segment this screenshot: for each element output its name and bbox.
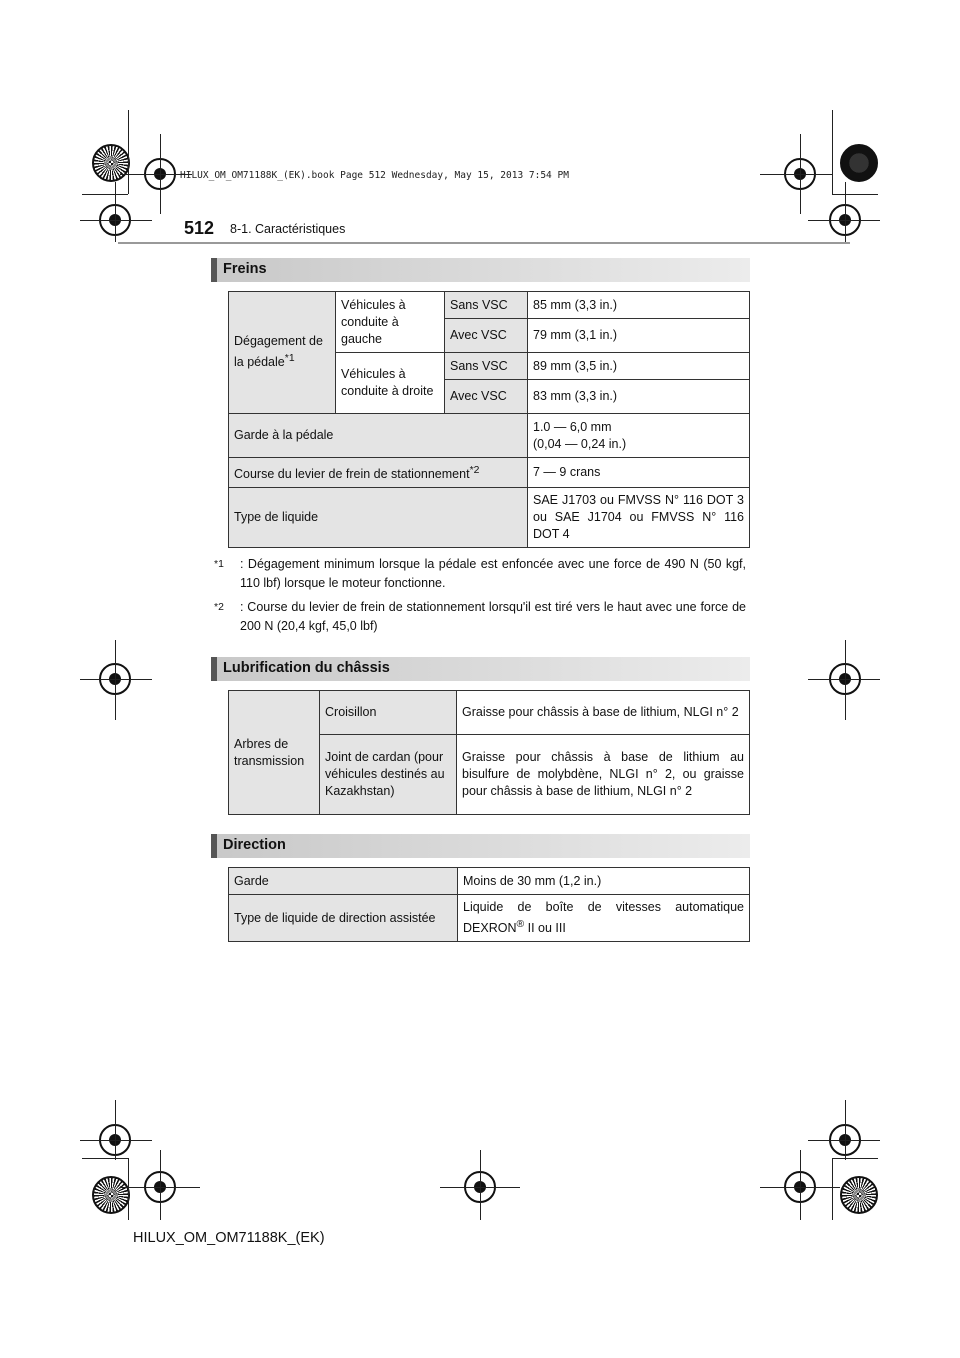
registration-disc-icon [840, 144, 878, 182]
lhd-label: Véhicules à conduite à gauche [336, 292, 445, 353]
brake-fluid-type-value: SAE J1703 ou FMVSS N° 116 DOT 3 ou SAE J1704 ou FMVSS N° 116 DOT 4 [528, 488, 750, 548]
parking-brake-travel-label: Course du levier de frein de stationnement$^{*2}$ [229, 458, 528, 488]
lhd-avec-vsc-label: Avec VSC [445, 319, 528, 353]
section-header-lubrification [211, 657, 750, 681]
rhd-avec-vsc-value: 83 mm (3,3 in.) [528, 380, 750, 414]
parking-brake-travel-value: 7 — 9 crans [528, 458, 750, 488]
section-title-direction: Direction [223, 837, 286, 853]
steering-free-play-value: Moins de 30 mm (1,2 in.) [458, 868, 750, 895]
footnote-1: $^{*1}$ : Dégagement minimum lorsque la pédale est enfoncée avec une force de 490 N (50 kgf, 110 lbf) lorsque le moteur fonctionne. [214, 557, 746, 590]
steering-free-play-label: Garde [229, 868, 458, 895]
spider-label: Croisillon [320, 691, 457, 735]
lhd-sans-vsc-label: Sans VSC [445, 292, 528, 319]
section-title-lubrification: Lubrification du châssis [223, 660, 390, 676]
lubrification-table [228, 690, 750, 815]
rhd-sans-vsc-value: 89 mm (3,5 in.) [528, 353, 750, 380]
rhd-sans-vsc-label: Sans VSC [445, 353, 528, 380]
book-info-line: HILUX_OM_OM71188K_(EK).book Page 512 Wednesday, May 15, 2013 7:54 PM [180, 170, 569, 181]
lhd-avec-vsc-value: 79 mm (3,1 in.) [528, 319, 750, 353]
header-rule [118, 242, 850, 244]
cv-joint-value: Graisse pour châssis à base de lithium au bisulfure de molybdène, NLGI n° 2, ou graisse pour châssis à base de lithium, NLGI n° 2 [457, 735, 750, 815]
registration-disc-icon [92, 1176, 130, 1214]
registration-disc-icon [92, 144, 130, 182]
footnote-2: $^{*2}$ : Course du levier de frein de stationnement lorsqu'il est tiré vers le haut avec une force de 200 N (20,4 kgf, 45,0 lbf) [214, 600, 746, 633]
pedal-clearance-label: Dégagement de la pédale$^{*1}$ [229, 292, 336, 414]
registration-disc-icon [840, 1176, 878, 1214]
pedal-free-play-value: 1.0 — 6,0 mm (0,04 — 0,24 in.) [528, 414, 750, 458]
cv-joint-label: Joint de cardan (pour véhicules destinés au Kazakhstan) [320, 735, 457, 815]
section-title-freins: Freins [223, 261, 267, 277]
power-steering-fluid-value: Liquide de boîte de vitesses automatique DEXRON® II ou III [458, 895, 750, 942]
direction-table [228, 867, 750, 942]
section-header-direction [211, 834, 750, 858]
rhd-label: Véhicules à conduite à droite [336, 353, 445, 414]
lhd-sans-vsc-value: 85 mm (3,3 in.) [528, 292, 750, 319]
pedal-free-play-label: Garde à la pédale [229, 414, 528, 458]
page-number: 512 [184, 218, 215, 238]
propeller-shaft-label: Arbres de transmission [229, 691, 320, 815]
footer-doc-id: HILUX_OM_OM71188K_(EK) [133, 1230, 325, 1246]
rhd-avec-vsc-label: Avec VSC [445, 380, 528, 414]
spider-value: Graisse pour châssis à base de lithium, NLGI n° 2 [457, 691, 750, 735]
brake-fluid-type-label: Type de liquide [229, 488, 528, 548]
power-steering-fluid-label: Type de liquide de direction assistée [229, 895, 458, 942]
section-header-freins [211, 258, 750, 282]
section-title: 8-1. Caractéristiques [230, 222, 346, 236]
freins-table [228, 291, 750, 548]
